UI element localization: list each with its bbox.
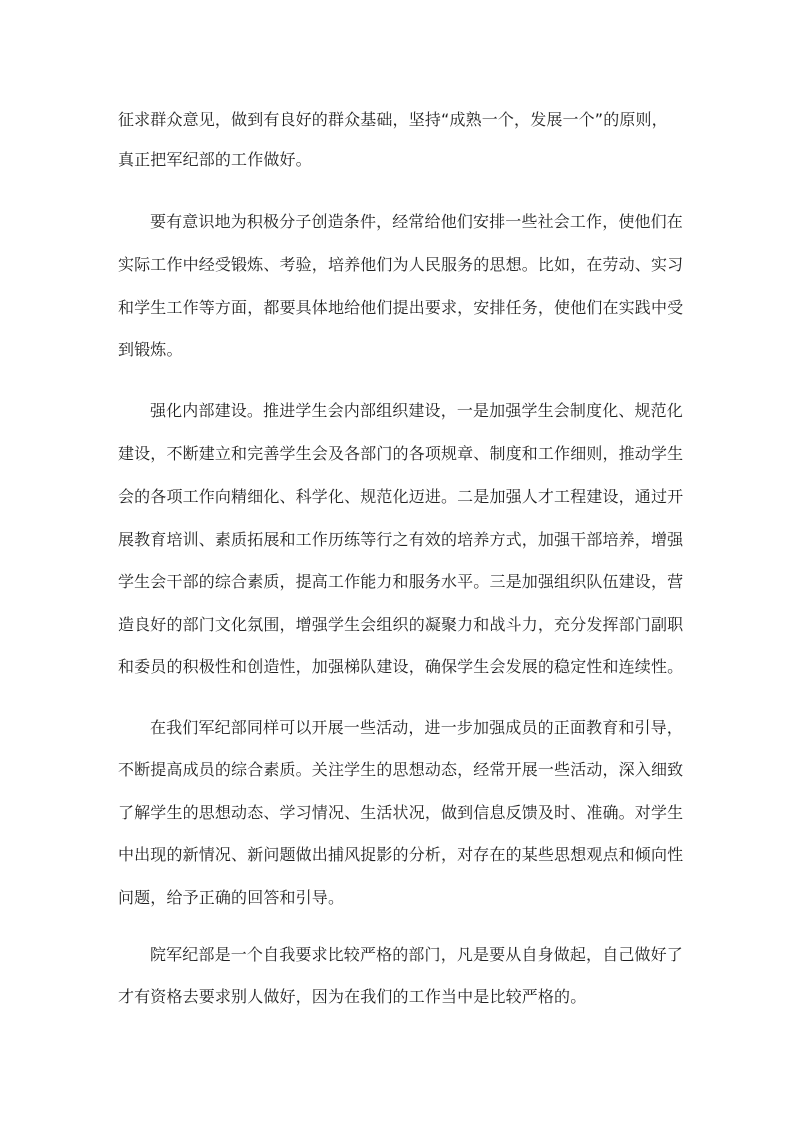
- paragraph-2-line-3: 和学生工作等方面，都要具体地给他们提出要求，安排任务，使他们在实践中受: [118, 298, 684, 317]
- paragraph-5-line-2: 才有资格去要求别人做好，因为在我们的工作当中是比较严格的。: [118, 987, 587, 1006]
- paragraph-2-line-1: 要有意识地为积极分子创造条件，经常给他们安排一些社会工作，使他们在: [150, 212, 683, 231]
- paragraph-4-line-2: 不断提高成员的综合素质。关注学生的思想动态，经常开展一些活动，深入细致: [118, 760, 684, 779]
- paragraph-3-line-7: 和委员的积极性和创造性，加强梯队建设，确保学生会发展的稳定性和连续性。: [118, 657, 684, 676]
- paragraph-3-line-5: 学生会干部的综合素质，提高工作能力和服务水平。三是加强组织队伍建设，营: [118, 572, 684, 591]
- paragraph-3-line-4: 展教育培训、素质拓展和工作历练等行之有效的培养方式，加强干部培养，增强: [118, 530, 684, 549]
- paragraph-3-line-3: 会的各项工作向精细化、科学化、规范化迈进。二是加强人才工程建设，通过开: [118, 487, 684, 506]
- paragraph-4-line-4: 中出现的新情况、新问题做出捕风捉影的分析，对存在的某些思想观点和倾向性: [118, 845, 684, 864]
- paragraph-4-line-5: 问题，给予正确的回答和引导。: [118, 888, 345, 907]
- paragraph-1-line-2: 真正把军纪部的工作做好。: [118, 150, 312, 169]
- paragraph-3-line-2: 建设，不断建立和完善学生会及各部门的各项规章、制度和工作细则，推动学生: [118, 444, 684, 463]
- paragraph-5-line-1: 院军纪部是一个自我要求比较严格的部门，凡是要从自身做起，自己做好了: [150, 945, 683, 964]
- paragraph-2-line-2: 实际工作中经受锻炼、考验，培养他们为人民服务的思想。比如，在劳动、实习: [118, 255, 684, 274]
- paragraph-4-line-3: 了解学生的思想动态、学习情况、生活状况，做到信息反馈及时、准确。对学生: [118, 803, 684, 822]
- paragraph-3-line-6: 造良好的部门文化氛围，增强学生会组织的凝聚力和战斗力，充分发挥部门副职: [118, 615, 684, 634]
- paragraph-1-line-1: 征求群众意见，做到有良好的群众基础，坚持“成熟一个，发展一个”的原则，: [118, 110, 668, 129]
- paragraph-4-line-1: 在我们军纪部同样可以开展一些活动，进一步加强成员的正面教育和引导，: [150, 718, 683, 737]
- paragraph-3-line-1: 强化内部建设。推进学生会内部组织建设，一是加强学生会制度化、规范化: [150, 401, 683, 420]
- paragraph-2-line-4: 到锻炼。: [118, 340, 183, 359]
